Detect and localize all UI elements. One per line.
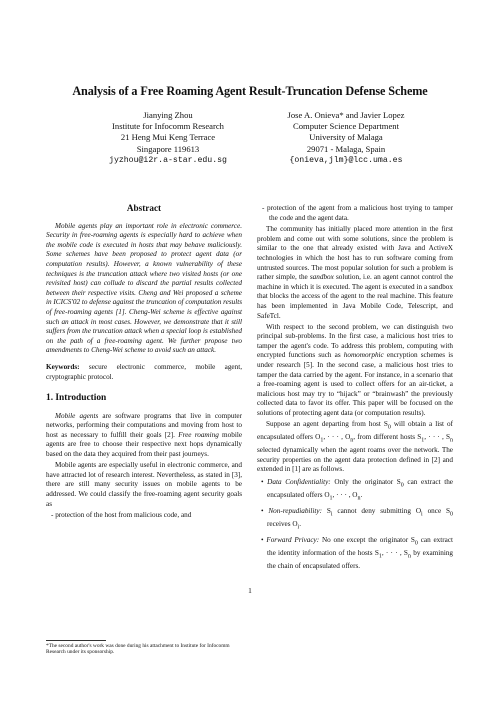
text: can extract the encapsulated offers O — [267, 477, 453, 499]
text: , from different hosts S — [353, 433, 422, 442]
text: cannot deny submitting O — [337, 506, 422, 515]
author-block-2 — [248, 110, 444, 166]
text: once S — [427, 506, 450, 515]
text: solution, i.e. an agent cannot control the machine in which it is executed. The agent is executed in a sandbox that blocks the access of the agent to the real machine. This feature has been implemented in Java Mobile Code, Telescript, and SafeTcl. — [257, 273, 454, 320]
property-data-confidentiality: • Data Confidentiality: Only the originator $S_0$ can extract the encapsulated offers $O_1$, · · · , $O_n$. — [261, 477, 453, 502]
author-email: {onieva,jlm}@lcc.uma.es — [289, 155, 403, 165]
text: encryption schemes is under research [5]. In the second case, a malicious host tries to tamper the data carried by the agent. For instance, in a scenario that a free-roaming agent is used to collect offers for an air-ticket, a malicious host may try to “hijack” or “brainwash” the previously collected data to favor its offer. This paper will be focused on the solutions of protecting agent data (or computation results). — [257, 351, 454, 417]
emphasis: Mobile agents — [55, 411, 99, 420]
author-name: Jose A. Onieva* and Javier Lopez — [287, 110, 405, 120]
property-label: Forward Privacy: — [266, 536, 320, 545]
section-heading-introduction: 1. Introduction — [46, 393, 107, 404]
keywords-label: Keywords: — [46, 362, 80, 371]
intro-paragraph-2: Mobile agents are especially useful in electronic commerce, and have attracted lot of research interest. Nevertheless, as stated in [3], there are still many security issues on mobile agents to be addressed. We could classify the free-roaming agent security goals as — [46, 461, 242, 508]
property-label: Data Confidentiality: — [267, 477, 331, 486]
text: The community has initially placed more attention in the first problem and come out with some solutions, since the problem is similar to the one that already existed with Java and ActiveX technologies in which the host has to run software coming from untrusted sources. The most popular solution for such a problem is rather simple, the — [257, 225, 453, 282]
text: are software programs that live in computer networks, performing their computations and moving from host to host as necessary to fulfill their goals [2]. — [46, 411, 243, 439]
author-affiliation: Computer Science Department — [293, 121, 399, 132]
footnote — [46, 640, 242, 656]
right-paragraph-2 — [257, 323, 453, 419]
author-street: University of Malaga — [309, 132, 383, 143]
text: , · · · , O — [332, 490, 358, 499]
emphasis: homomorphic — [343, 351, 384, 360]
text: , · · · , S — [424, 433, 450, 442]
right-column — [257, 204, 453, 572]
text: No one except the originator S — [321, 536, 415, 545]
property-non-repudiability: • Non-repudiability: $S_i$ cannot deny submitting $O_i$ once $S_0$ receives $O_i$. — [261, 506, 453, 531]
goal-item-1: - protection of the host from malicious code, and — [51, 510, 192, 519]
keywords-text: secure electronic commerce, mobile agent, cryptographic protocol. — [46, 362, 242, 381]
author-street: 21 Heng Mui Keng Terrace — [120, 132, 216, 143]
text: will obtain a list of encapsulated offers O — [257, 420, 453, 442]
text: can extract the identity information of the hosts S — [267, 536, 454, 558]
footnote-rule — [46, 640, 106, 641]
text: receives O — [267, 520, 298, 528]
footnote-text: *The second author's work was done during his attachment to Institute for Infocomm Research under its sponsorship. — [46, 643, 230, 656]
page-number: 1 — [248, 586, 252, 595]
text: With respect to the second problem, we can distinguish two principal sub-problems. In the first case, a malicious host tries to tamper the agent's code. To address this problem, computing with encrypted functions such as — [257, 322, 453, 360]
keywords — [46, 363, 242, 382]
emphasis: Free roaming — [178, 430, 219, 439]
right-paragraph-1 — [257, 225, 453, 321]
text: Only the originator S — [334, 477, 401, 486]
property-label: Non-repudiability: — [268, 506, 323, 515]
author-affiliation: Institute for Infocomm Research — [112, 121, 224, 132]
author-name: Jianying Zhou — [143, 110, 193, 120]
author-email: jyzhou@i2r.a-star.edu.sg — [109, 155, 227, 165]
text: selected dynamically when the agent roams over the network. The security properties on the agent data protection defined in [2] and extended in [1] are as follows. — [257, 446, 453, 474]
left-column — [46, 204, 242, 522]
abstract-text: Mobile agents play an important role in electronic commerce. Security in free-roaming agents is especially hard to achieve when the mobile code is executed in hosts that may behave maliciously. Some schemes have been proposed to protect agent data (or computation results). However, a known vulnerability of these techniques is the truncation attack where two visited hosts (or one revisited host) can collude to discard the partial results collected between their respective visits. Cheng and Wei proposed a scheme in ICICS'02 to defense against the truncation of computation results of free-roaming agents [1]. Cheng-Wei scheme is effective against such an attack in most cases. However, we demonstrate that it still suffers from the truncation attack when a special loop is established on the path of a free-roaming agent. We further propose two amendments to Cheng-Wei scheme to avoid such an attack. — [46, 221, 242, 355]
property-forward-privacy: • Forward Privacy: No one except the originator $S_0$ can extract the identity information of the hosts $S_1$, · · · , $S_n$ by examining the chain of encapsulated offers. — [261, 536, 454, 571]
abstract-heading: Abstract — [126, 203, 162, 213]
text: Suppose an agent departing from host S — [266, 420, 388, 429]
text: mobile agents are free to choose their respective next hops dynamically based on the data they acquired from their past journeys. — [46, 430, 243, 459]
author-block-1 — [70, 110, 266, 166]
emphasis: sandbox — [309, 273, 334, 282]
intro-paragraph-1 — [46, 412, 242, 460]
text: , · · · , O — [323, 433, 351, 442]
text: by examining the chain of encapsulated offers. — [267, 549, 454, 571]
text: , · · · , S — [381, 549, 408, 558]
author-city: Singapore 119613 — [136, 143, 200, 154]
right-paragraph-3: Suppose an agent departing from host $S_0$ will obtain a list of encapsulated offers $O_1$, · · · , $O_n$, from different hosts $S_1$, · · · , $S_n$ selected dynamically when the agent roams over the network. The security properties on the agent data protection defined in [2] and extended in [1] are as follows. — [257, 420, 453, 474]
paper-title: Analysis of a Free Roaming Agent Result-Truncation Defense Scheme — [72, 84, 428, 98]
goal-item-2: - protection of the agent from a malicious host trying to tamper the code and the agent data. — [262, 204, 453, 222]
text: S — [326, 506, 331, 515]
author-city: 29071 - Malaga, Spain — [306, 143, 386, 154]
